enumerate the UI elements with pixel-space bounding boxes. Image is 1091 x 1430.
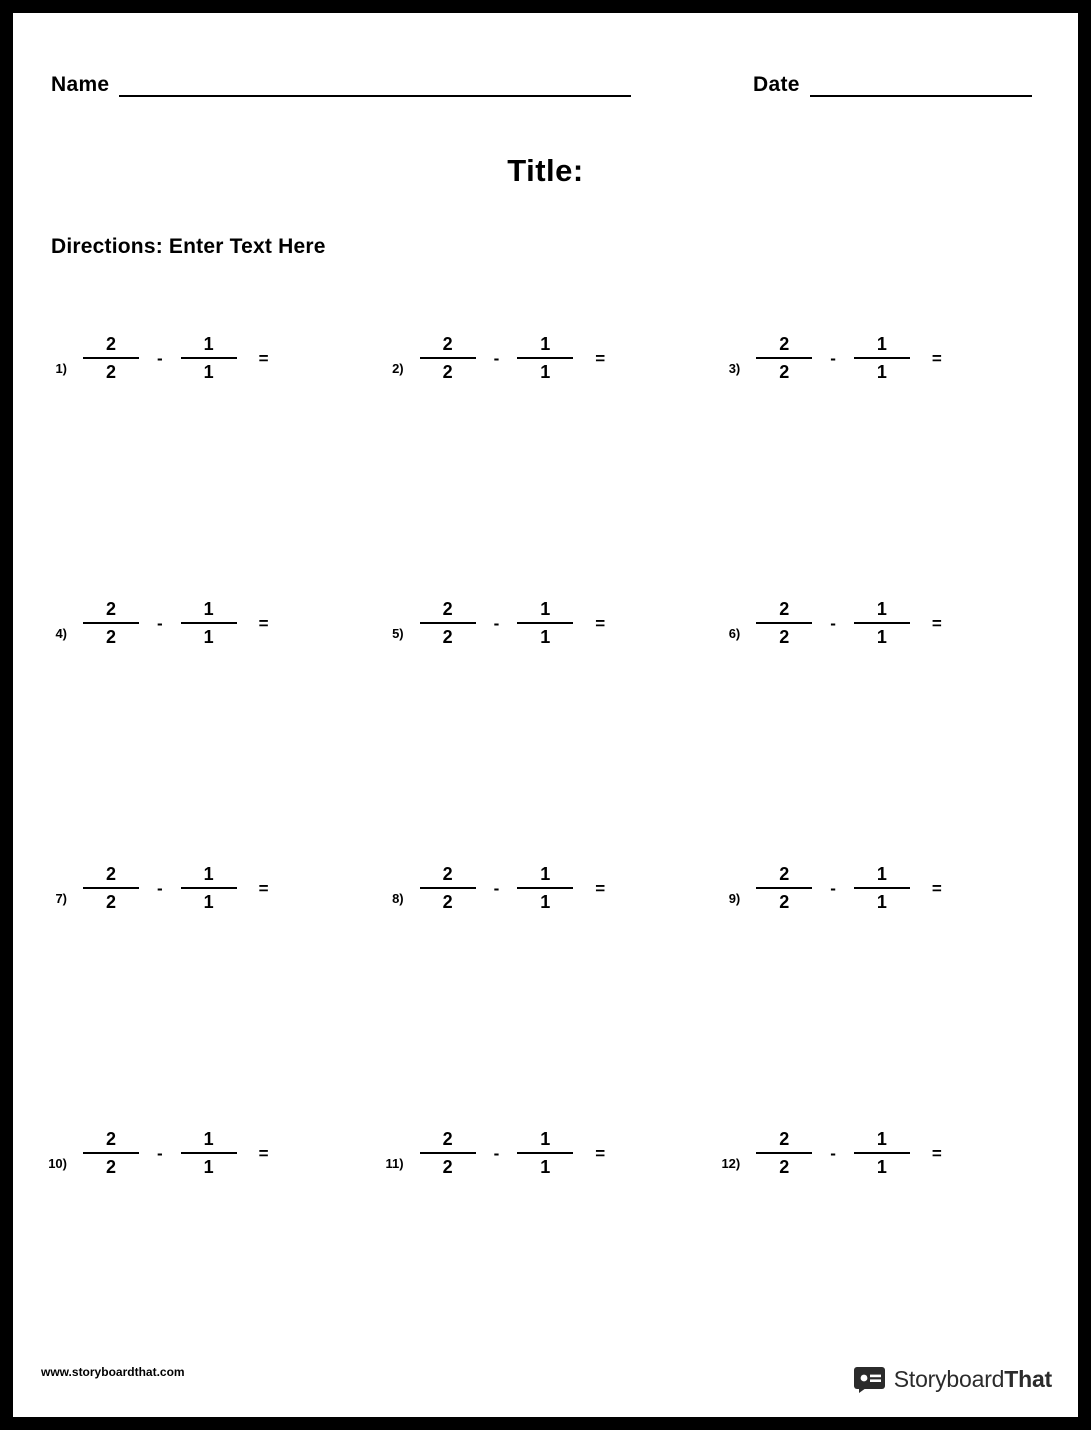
problem-expression [748, 598, 942, 648]
fraction-bar [420, 887, 476, 889]
denominator: 1 [540, 627, 551, 647]
operator-symbol: - [157, 1144, 163, 1163]
numerator: 1 [540, 334, 551, 354]
operator-symbol: - [493, 1144, 500, 1163]
equals-symbol: = [595, 879, 606, 898]
problem-item [378, 1108, 715, 1373]
denominator: 2 [442, 362, 453, 382]
fraction-bar [854, 357, 910, 359]
problem-item [714, 578, 1051, 843]
numerator: 1 [540, 1129, 551, 1149]
problem-number: 9) [728, 891, 741, 906]
fraction-bar [517, 1152, 573, 1154]
equals-symbol: = [931, 879, 942, 898]
fraction-bar [756, 1152, 812, 1154]
numerator: 2 [105, 864, 116, 884]
operator-symbol: - [830, 614, 836, 633]
fraction-first [414, 598, 482, 648]
fraction-first [750, 333, 818, 383]
numerator: 1 [540, 864, 551, 884]
problem-row [41, 578, 1051, 843]
problem-expression [75, 1128, 269, 1178]
problem-row [41, 843, 1051, 1108]
problem-expression [75, 333, 269, 383]
fraction-second [848, 1128, 916, 1178]
problem-number: 10) [48, 1156, 67, 1171]
problem-expression [748, 863, 942, 913]
fraction-first [77, 863, 145, 913]
name-label: Name [51, 73, 110, 96]
numerator: 2 [105, 334, 116, 354]
numerator: 1 [203, 599, 214, 619]
denominator: 2 [779, 362, 790, 382]
fraction-second [175, 863, 243, 913]
numerator: 2 [105, 1129, 116, 1149]
numerator: 1 [876, 1129, 887, 1149]
denominator: 1 [876, 362, 887, 382]
operator-symbol: - [157, 614, 163, 633]
directions-text: Directions: Enter Text Here [51, 235, 326, 258]
problem-item [378, 578, 715, 843]
fraction-first [750, 863, 818, 913]
problem-expression [75, 598, 269, 648]
fraction-first [77, 1128, 145, 1178]
numerator: 2 [779, 864, 790, 884]
denominator: 2 [779, 892, 790, 912]
problem-number: 11) [385, 1156, 404, 1171]
denominator: 1 [876, 1157, 887, 1177]
equals-symbol: = [258, 879, 269, 898]
brand-logo [854, 1366, 1052, 1393]
problem-number: 7) [55, 891, 67, 906]
equals-symbol: = [931, 614, 942, 633]
problem-number: 3) [728, 361, 741, 376]
denominator: 1 [876, 892, 887, 912]
fraction-second [848, 333, 916, 383]
numerator: 2 [442, 864, 453, 884]
fraction-second [848, 863, 916, 913]
brand-name [894, 1366, 1052, 1393]
problem-number: 4) [55, 626, 67, 641]
numerator: 1 [203, 334, 214, 354]
fraction-bar [181, 622, 237, 624]
numerator: 1 [876, 599, 887, 619]
fraction-bar [756, 357, 812, 359]
name-write-in-line[interactable] [119, 75, 631, 97]
fraction-bar [83, 357, 139, 359]
fraction-second [511, 333, 579, 383]
operator-symbol: - [157, 349, 163, 368]
denominator: 1 [203, 362, 214, 382]
problem-item [378, 843, 715, 1108]
equals-symbol: = [595, 614, 606, 633]
problem-expression [748, 333, 942, 383]
problem-item [41, 1108, 378, 1373]
fraction-second [848, 598, 916, 648]
operator-symbol: - [493, 614, 500, 633]
fraction-bar [83, 1152, 139, 1154]
denominator: 1 [540, 362, 551, 382]
fraction-bar [420, 622, 476, 624]
problem-row [41, 1108, 1051, 1373]
problem-expression [75, 863, 269, 913]
fraction-bar [420, 357, 476, 359]
problem-expression [748, 1128, 942, 1178]
problem-item [41, 843, 378, 1108]
fraction-bar [756, 887, 812, 889]
equals-symbol: = [258, 349, 269, 368]
worksheet-page [13, 13, 1078, 1417]
denominator: 2 [105, 362, 116, 382]
fraction-second [175, 333, 243, 383]
numerator: 1 [876, 864, 887, 884]
problem-item [41, 313, 378, 578]
brand-name-light: Storyboard [893, 1366, 1005, 1392]
denominator: 1 [540, 1157, 551, 1177]
fraction-second [511, 1128, 579, 1178]
denominator: 1 [203, 1157, 214, 1177]
fraction-bar [517, 357, 573, 359]
denominator: 2 [105, 1157, 116, 1177]
fraction-first [414, 1128, 482, 1178]
operator-symbol: - [493, 349, 500, 368]
operator-symbol: - [157, 879, 163, 898]
fraction-bar [517, 622, 573, 624]
fraction-bar [181, 1152, 237, 1154]
numerator: 2 [779, 599, 790, 619]
numerator: 2 [779, 334, 790, 354]
equals-symbol: = [595, 1144, 606, 1163]
footer-url[interactable]: www.storyboardthat.com [41, 1365, 185, 1379]
fraction-bar [756, 622, 812, 624]
problem-item [714, 313, 1051, 578]
fraction-bar [854, 887, 910, 889]
equals-symbol: = [931, 1144, 942, 1163]
fraction-bar [854, 622, 910, 624]
header-row [13, 73, 1078, 119]
numerator: 2 [105, 599, 116, 619]
fraction-first [77, 333, 145, 383]
brand-name-bold: That [1004, 1366, 1052, 1392]
denominator: 2 [105, 627, 116, 647]
denominator: 1 [203, 627, 214, 647]
problem-number: 5) [392, 626, 404, 641]
date-write-in-line[interactable] [810, 75, 1032, 97]
denominator: 2 [442, 1157, 453, 1177]
fraction-bar [420, 1152, 476, 1154]
problem-expression [412, 333, 606, 383]
fraction-bar [517, 887, 573, 889]
denominator: 2 [779, 1157, 790, 1177]
speech-bubble-icon [854, 1367, 885, 1393]
equals-symbol: = [258, 1144, 269, 1163]
operator-symbol: - [830, 879, 836, 898]
page-title: Title: [507, 153, 584, 188]
numerator: 1 [540, 599, 551, 619]
denominator: 2 [442, 627, 453, 647]
numerator: 2 [779, 1129, 790, 1149]
operator-symbol: - [830, 349, 836, 368]
problem-expression [412, 598, 606, 648]
date-label: Date [753, 73, 800, 96]
problem-number: 8) [392, 891, 404, 906]
numerator: 2 [442, 1129, 453, 1149]
denominator: 1 [203, 892, 214, 912]
problem-number: 6) [728, 626, 741, 641]
operator-symbol: - [493, 879, 500, 898]
problem-row [41, 313, 1051, 578]
numerator: 1 [203, 1129, 214, 1149]
fraction-first [750, 598, 818, 648]
operator-symbol: - [830, 1144, 836, 1163]
date-field-block [753, 73, 1032, 97]
denominator: 1 [540, 892, 551, 912]
equals-symbol: = [595, 349, 606, 368]
problem-number: 1) [55, 361, 67, 376]
problem-item [378, 313, 715, 578]
numerator: 1 [876, 334, 887, 354]
equals-symbol: = [931, 349, 942, 368]
problem-expression [412, 863, 606, 913]
numerator: 1 [203, 864, 214, 884]
numerator: 2 [442, 599, 453, 619]
problems-grid [41, 313, 1051, 1373]
fraction-bar [83, 622, 139, 624]
denominator: 2 [779, 627, 790, 647]
problem-number: 12) [721, 1156, 741, 1171]
fraction-bar [854, 1152, 910, 1154]
problem-number: 2) [392, 361, 404, 376]
problem-item [714, 1108, 1051, 1373]
fraction-second [175, 1128, 243, 1178]
fraction-first [414, 863, 482, 913]
fraction-second [175, 598, 243, 648]
denominator: 1 [876, 627, 887, 647]
name-field-block [51, 73, 631, 97]
fraction-bar [181, 887, 237, 889]
fraction-bar [83, 887, 139, 889]
fraction-second [511, 863, 579, 913]
numerator: 2 [442, 334, 453, 354]
equals-symbol: = [258, 614, 269, 633]
problem-expression [412, 1128, 606, 1178]
denominator: 2 [442, 892, 453, 912]
fraction-first [414, 333, 482, 383]
fraction-first [750, 1128, 818, 1178]
problem-item [714, 843, 1051, 1108]
problem-item [41, 578, 378, 843]
fraction-first [77, 598, 145, 648]
fraction-bar [181, 357, 237, 359]
denominator: 2 [105, 892, 116, 912]
fraction-second [511, 598, 579, 648]
